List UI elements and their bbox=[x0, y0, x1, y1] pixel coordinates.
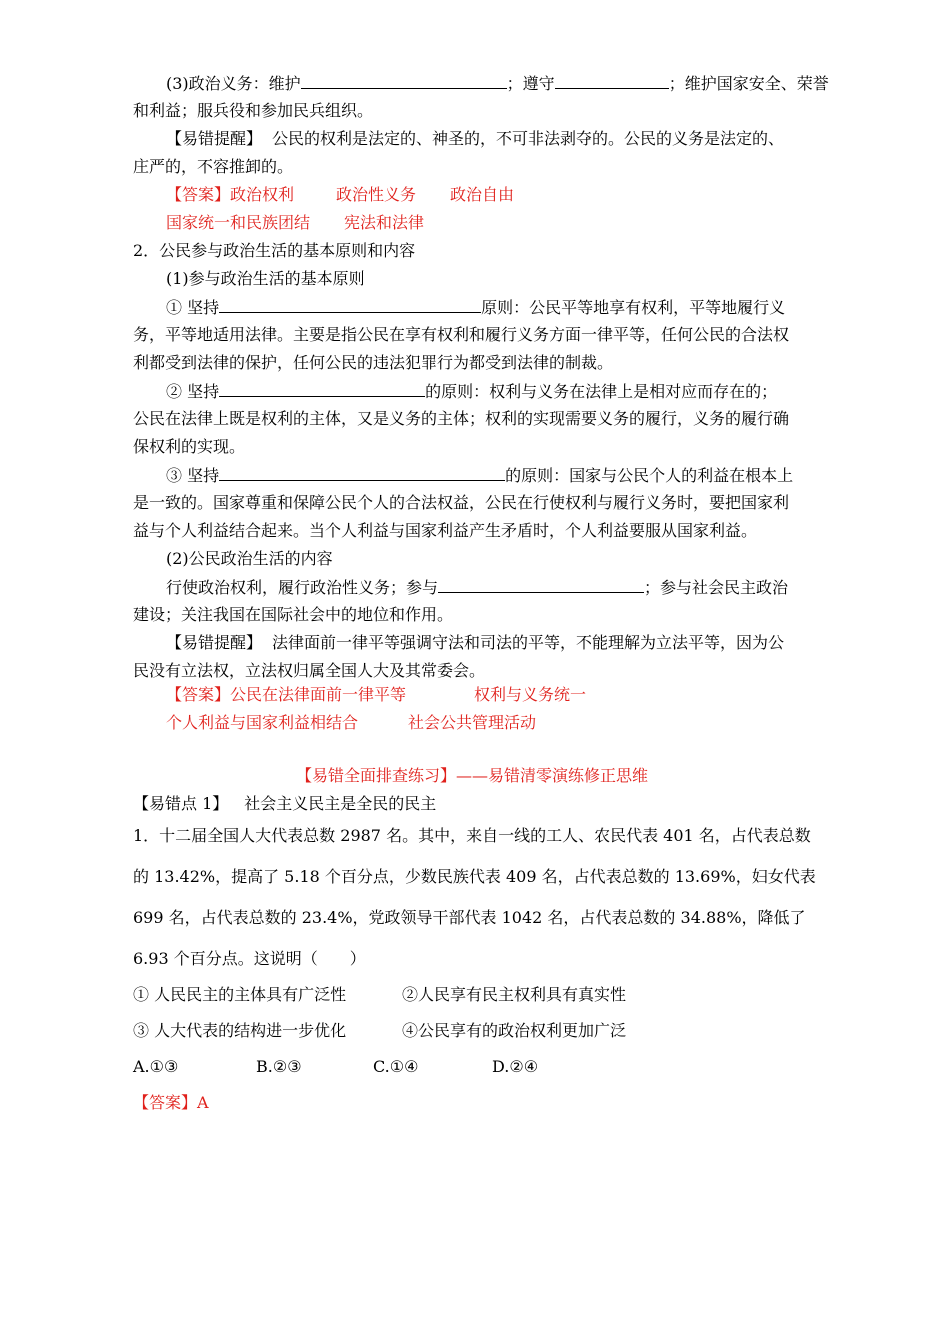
tip2-line-2: 民没有立法权，立法权归属全国人大及其常委会。 bbox=[133, 661, 486, 680]
answer2-line-2: 个人利益与国家利益相结合 社会公共管理活动 bbox=[166, 713, 537, 732]
choice-a: A.①③ bbox=[133, 1057, 179, 1076]
principle-3-line-2: 是一致的。国家尊重和保障公民个人的合法权益，公民在行使权利与履行义务时，要把国家利 bbox=[133, 493, 790, 512]
tip-line-2: 庄严的，不容推卸的。 bbox=[133, 157, 294, 176]
choice-b: B.②③ bbox=[256, 1057, 302, 1076]
duty-line-1: (3)政治义务：维护 ；遵守 ；维护国家安全、荣誉 bbox=[166, 74, 829, 93]
answer-label: 【答案】 bbox=[133, 1093, 198, 1112]
question-line-1: 1．十二届全国人大代表总数 2987 名。其中，来自一线的工人、农民代表 401 名，占代表总数 bbox=[133, 826, 811, 845]
question-line-3: 699 名，占代表总数的 23.4%，党政领导干部代表 1042 名，占代表总数的 34.88%，降低了 bbox=[133, 908, 806, 927]
content-line-1: 行使政治权利，履行政治性义务；参与 ；参与社会民主政治 bbox=[166, 578, 789, 597]
duty-line-2: 和利益；服兵役和参加民兵组织。 bbox=[133, 101, 374, 120]
principle-3-line-1: ③ 坚持 的原则：国家与公民个人的利益在根本上 bbox=[166, 466, 794, 485]
tip-label: 【易错提醒】 bbox=[166, 129, 263, 148]
answer-label: 【答案】 bbox=[166, 185, 231, 204]
question-line-4: 6.93 个百分点。这说明（ ） bbox=[133, 949, 366, 968]
error-point-label: 【易错点 1】 bbox=[133, 794, 229, 813]
option-1: ① 人民民主的主体具有广泛性 bbox=[133, 985, 347, 1004]
practice-answer bbox=[133, 1093, 209, 1113]
fill-blank bbox=[219, 297, 481, 313]
principle-2-line-2: 公民在法律上既是权利的主体，又是义务的主体；权利的实现需要义务的履行，义务的履行确 bbox=[133, 409, 790, 428]
option-4: ④公民享有的政治权利更加广泛 bbox=[402, 1021, 627, 1040]
option-2: ②人民享有民主权利具有真实性 bbox=[402, 985, 627, 1004]
tip-label: 【易错提醒】 bbox=[166, 633, 263, 652]
subheading-content: (2)公民政治生活的内容 bbox=[166, 549, 333, 568]
tip2-line-1: 【易错提醒】 法律面前一律平等强调守法和司法的平等，不能理解为立法平等，因为公 bbox=[166, 633, 785, 652]
fill-blank bbox=[219, 381, 425, 397]
answer-line-1: 【答案】政治权利 政治性义务 政治自由 bbox=[166, 185, 515, 204]
answer-line-2: 国家统一和民族团结 宪法和法律 bbox=[166, 213, 425, 232]
fill-blank bbox=[555, 73, 669, 89]
subheading-principles: (1)参与政治生活的基本原则 bbox=[166, 269, 365, 288]
practice-title: 【易错全面排查练习】——易错清零演练修正思维 bbox=[296, 766, 649, 785]
option-3: ③ 人大代表的结构进一步优化 bbox=[133, 1021, 347, 1040]
principle-2-line-3: 保权利的实现。 bbox=[133, 437, 246, 456]
choice-d: D.②④ bbox=[492, 1057, 539, 1076]
answer-value: A bbox=[197, 1093, 209, 1112]
error-point-heading: 【易错点 1】 社会主义民主是全民的民主 bbox=[133, 794, 437, 813]
principle-1-line-3: 利都受到法律的保护，任何公民的违法犯罪行为都受到法律的制裁。 bbox=[133, 353, 614, 372]
fill-blank bbox=[219, 465, 505, 481]
tip-line-1: 【易错提醒】 公民的权利是法定的、神圣的，不可非法剥夺的。公民的义务是法定的、 bbox=[166, 129, 785, 148]
choice-c: C.①④ bbox=[373, 1057, 419, 1076]
fill-blank bbox=[301, 73, 507, 89]
section-heading: 2．公民参与政治生活的基本原则和内容 bbox=[133, 241, 416, 260]
content-line-2: 建设；关注我国在国际社会中的地位和作用。 bbox=[133, 605, 454, 624]
answer2-line-1: 【答案】公民在法律面前一律平等 权利与义务统一 bbox=[166, 685, 587, 704]
principle-2-line-1: ② 坚持 的原则：权利与义务在法律上是相对应而存在的； bbox=[166, 382, 778, 401]
principle-1-line-2: 务，平等地适用法律。主要是指公民在享有权利和履行义务方面一律平等，任何公民的合法权 bbox=[133, 325, 790, 344]
question-line-2: 的 13.42%，提高了 5.18 个百分点，少数民族代表 409 名，占代表总数的 13.69%，妇女代表 bbox=[133, 867, 816, 886]
principle-3-line-3: 益与个人利益结合起来。当个人利益与国家利益产生矛盾时，个人利益要服从国家利益。 bbox=[133, 521, 758, 540]
principle-1-line-1: ① 坚持 原则：公民平等地享有权利，平等地履行义 bbox=[166, 298, 786, 317]
fill-blank bbox=[438, 577, 644, 593]
answer-label: 【答案】 bbox=[166, 685, 231, 704]
